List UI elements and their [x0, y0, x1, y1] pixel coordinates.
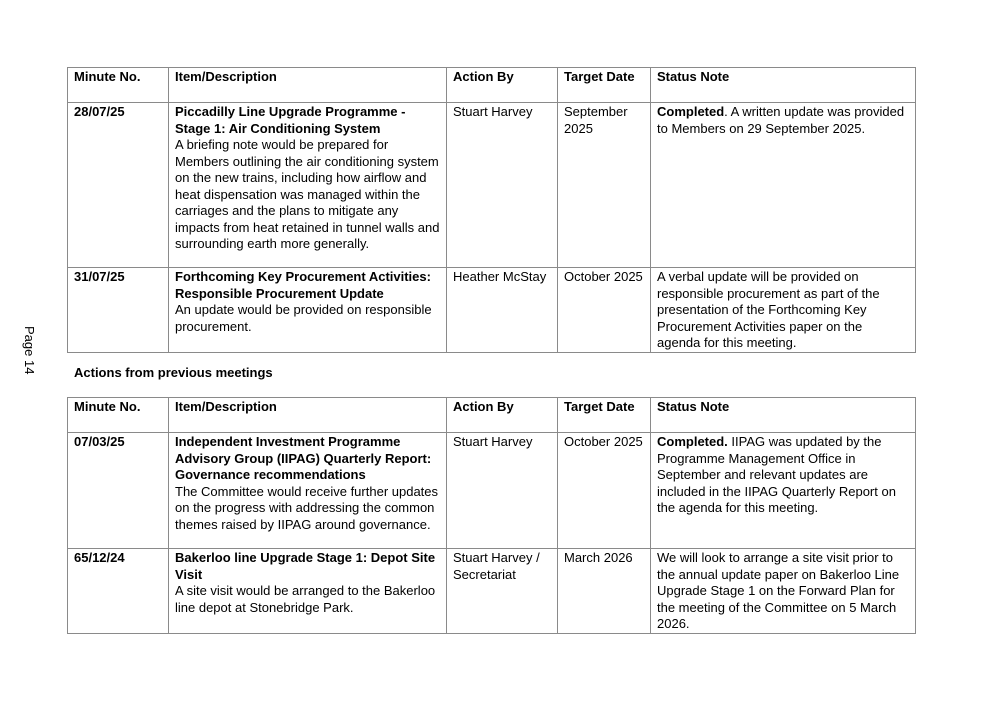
header-action-by: Action By: [447, 398, 558, 433]
action-by: Heather McStay: [447, 268, 558, 353]
status-lead: Completed: [657, 104, 725, 119]
action-by: Stuart Harvey / Secretariat: [447, 549, 558, 634]
header-action-by: Action By: [447, 68, 558, 103]
item-title: Piccadilly Line Upgrade Programme - Stage 1: Air Conditioning System: [175, 104, 406, 136]
item-description: The Committee would receive further updates on the progress with addressing the common themes raised by IIPAG around governance.: [175, 483, 439, 532]
item-description-cell: [169, 433, 447, 549]
table-header-row: [68, 398, 916, 433]
status-text: We will look to arrange a site visit prior to the annual update paper on Bakerloo Line Upgrade Stage 1 on the Forward Plan for the meeting of the Committee on 5 March 2026.: [657, 550, 900, 631]
status-note: [651, 103, 916, 268]
status-text: IIPAG was updated by the Programme Management Office in September and relevant updates are included in the IIPAG Quarterly Report on the agenda for this meeting.: [657, 434, 896, 515]
minute-number: 31/07/25: [68, 268, 169, 353]
page-number-label: Page 14: [22, 326, 37, 375]
status-lead: Completed.: [657, 434, 728, 449]
table-row: [68, 268, 916, 353]
table-row: [68, 433, 916, 549]
item-description-cell: [169, 549, 447, 634]
previous-actions-table: [67, 397, 916, 634]
item-description: An update would be provided on responsible procurement.: [175, 302, 432, 334]
current-actions-table: [67, 67, 916, 353]
minute-number: 07/03/25: [68, 433, 169, 549]
status-text: . A written update was provided to Members on 29 September 2025.: [657, 104, 905, 136]
target-date: October 2025: [558, 268, 651, 353]
item-description-cell: [169, 268, 447, 353]
item-title: Independent Investment Programme Advisory Group (IIPAG) Quarterly Report: Governance recommendations: [175, 434, 432, 482]
item-description-cell: [169, 103, 447, 268]
table-row: [68, 549, 916, 634]
status-note: [651, 549, 916, 634]
header-status-note: Status Note: [651, 398, 916, 433]
item-title: Bakerloo line Upgrade Stage 1: Depot Site Visit: [175, 550, 436, 582]
header-target-date: Target Date: [558, 398, 651, 433]
minute-number: 65/12/24: [68, 549, 169, 634]
header-target-date: Target Date: [558, 68, 651, 103]
target-date: September 2025: [558, 103, 651, 268]
header-minute-no: Minute No.: [68, 68, 169, 103]
table-header-row: [68, 68, 916, 103]
target-date: October 2025: [558, 433, 651, 549]
header-minute-no: Minute No.: [68, 398, 169, 433]
minute-number: 28/07/25: [68, 103, 169, 268]
previous-meetings-heading: Actions from previous meetings: [74, 365, 273, 380]
header-item-description: Item/Description: [169, 398, 447, 433]
header-status-note: Status Note: [651, 68, 916, 103]
status-text: A verbal update will be provided on responsible procurement as part of the presentation of the Forthcoming Key Procurement Activities paper on the agenda for this meeting.: [657, 269, 880, 350]
status-note: [651, 268, 916, 353]
item-description: A briefing note would be prepared for Members outlining the air conditioning system on the new trains, including how airflow and heat dispensation was managed within the carriages and the plans to mitigate any impacts from heat retained in tunnel walls and surrounding earth more generally.: [175, 137, 440, 251]
header-item-description: Item/Description: [169, 68, 447, 103]
table-row: [68, 103, 916, 268]
target-date: March 2026: [558, 549, 651, 634]
action-by: Stuart Harvey: [447, 103, 558, 268]
action-by: Stuart Harvey: [447, 433, 558, 549]
item-description: A site visit would be arranged to the Bakerloo line depot at Stonebridge Park.: [175, 583, 436, 615]
status-note: [651, 433, 916, 549]
item-title: Forthcoming Key Procurement Activities: Responsible Procurement Update: [175, 269, 431, 301]
